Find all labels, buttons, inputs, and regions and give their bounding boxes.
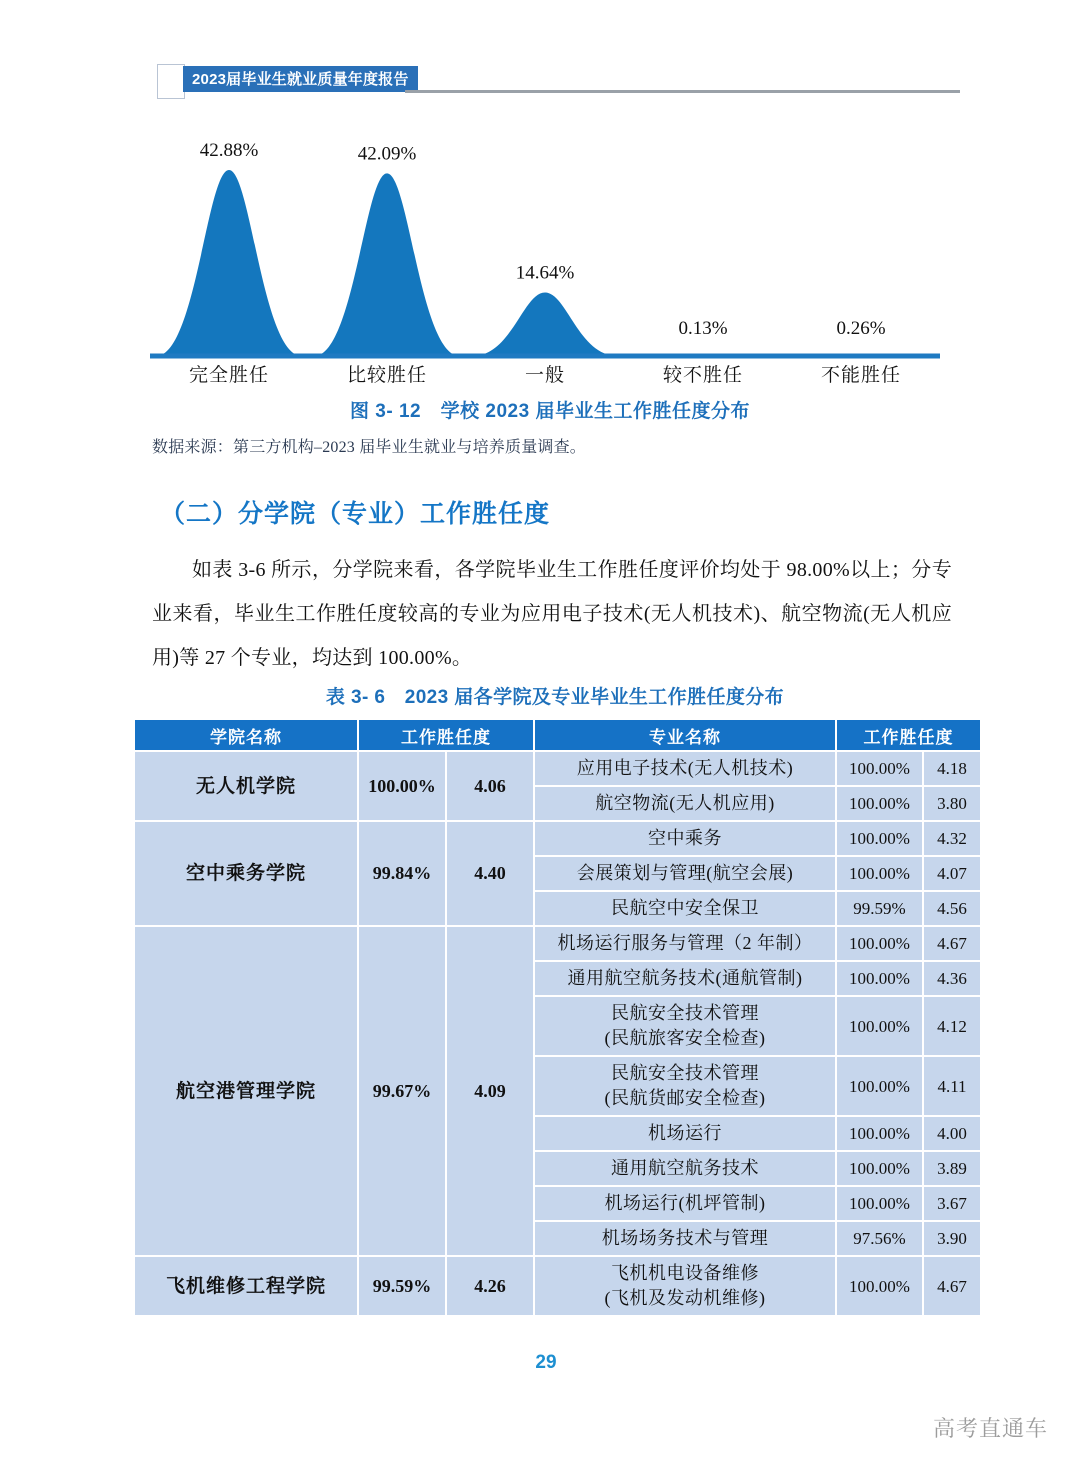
chart-peak (156, 170, 301, 356)
col-major-competency: 工作胜任度 (837, 720, 980, 750)
chart-value-label: 0.26% (836, 318, 886, 339)
competency-distribution-chart (150, 128, 940, 386)
college-competency-rate-cell: 99.84% (359, 822, 445, 925)
major-competency-rate-cell: 100.00% (837, 997, 922, 1055)
major-competency-rate-cell: 99.59% (837, 892, 922, 925)
major-name-cell: 民航空中安全保卫 (535, 892, 835, 925)
section-heading: （二）分学院（专业）工作胜任度 (160, 500, 551, 528)
major-competency-rate-cell: 100.00% (837, 1152, 922, 1185)
major-name-cell: 空中乘务 (535, 822, 835, 855)
table-header-row (135, 720, 980, 750)
table-body (135, 752, 980, 1315)
major-name-cell: 机场运行服务与管理（2 年制） (535, 927, 835, 960)
chart-peak (472, 292, 617, 356)
college-competency-rate-cell: 99.59% (359, 1257, 445, 1315)
major-competency-score-cell: 4.56 (924, 892, 980, 925)
major-competency-rate-cell: 97.56% (837, 1222, 922, 1255)
header-square-decoration (157, 64, 185, 99)
major-name-cell: 民航安全技术管理 (民航旅客安全检查) (535, 997, 835, 1055)
page-header (0, 0, 1080, 110)
major-competency-score-cell: 4.00 (924, 1117, 980, 1150)
major-competency-score-cell: 4.67 (924, 1257, 980, 1315)
college-competency-score-cell: 4.40 (447, 822, 533, 925)
college-name-cell: 空中乘务学院 (135, 822, 357, 925)
major-competency-rate-cell: 100.00% (837, 1057, 922, 1115)
chart-value-label: 0.13% (678, 318, 728, 339)
table-title: 表 3- 6 2023 届各学院及专业毕业生工作胜任度分布 (325, 687, 785, 708)
major-competency-score-cell: 3.67 (924, 1187, 980, 1220)
major-competency-rate-cell: 100.00% (837, 857, 922, 890)
chart-x-label: 比较胜任 (346, 365, 427, 386)
major-name-cell: 通用航空航务技术(通航管制) (535, 962, 835, 995)
figure-source-note: 数据来源：第三方机构–2023 届毕业生就业与培养质量调查。 (152, 439, 587, 456)
running-title: 2023届毕业生就业质量年度报告 (183, 66, 418, 92)
major-competency-rate-cell: 100.00% (837, 822, 922, 855)
watermark: 高考直通车 (933, 1416, 1049, 1441)
table-row (135, 1257, 980, 1315)
major-competency-rate-cell: 100.00% (837, 1187, 922, 1220)
major-competency-score-cell: 3.90 (924, 1222, 980, 1255)
major-name-cell: 机场场务技术与管理 (535, 1222, 835, 1255)
chart-x-label: 完全胜任 (188, 365, 269, 386)
major-competency-rate-cell: 100.00% (837, 752, 922, 785)
major-name-cell: 会展策划与管理(航空会展) (535, 857, 835, 890)
chart-x-label: 一般 (524, 365, 565, 386)
major-competency-score-cell: 4.11 (924, 1057, 980, 1115)
college-name-cell: 飞机维修工程学院 (135, 1257, 357, 1315)
major-competency-rate-cell: 100.00% (837, 1257, 922, 1315)
table-head (135, 720, 980, 750)
section-paragraph: 如表 3-6 所示，分学院来看，各学院毕业生工作胜任度评价均处于 98.00%以上；分专业来看，毕业生工作胜任度较高的专业为应用电子技术(无人机技术)、航空物流(无人机应用)等 27 个专业，均达到 100.00%。 (152, 559, 952, 669)
chart-x-label: 较不胜任 (662, 365, 743, 386)
college-name-cell: 航空港管理学院 (135, 927, 357, 1255)
major-competency-score-cell: 4.32 (924, 822, 980, 855)
competency-table (133, 718, 982, 1317)
major-name-cell: 应用电子技术(无人机技术) (535, 752, 835, 785)
col-college-name: 学院名称 (135, 720, 357, 750)
major-competency-score-cell: 3.80 (924, 787, 980, 820)
chart-value-label: 42.09% (357, 143, 417, 165)
page-number: 29 (535, 1352, 557, 1373)
col-major-name: 专业名称 (535, 720, 835, 750)
major-competency-rate-cell: 100.00% (837, 787, 922, 820)
figure-caption: 图 3- 12 学校 2023 届毕业生工作胜任度分布 (350, 401, 750, 422)
major-competency-score-cell: 4.07 (924, 857, 980, 890)
major-competency-score-cell: 4.36 (924, 962, 980, 995)
college-competency-score-cell: 4.26 (447, 1257, 533, 1315)
major-competency-score-cell: 4.12 (924, 997, 980, 1055)
table-row (135, 752, 980, 785)
table-row (135, 927, 980, 960)
chart-value-label: 42.88% (199, 140, 259, 161)
major-name-cell: 民航安全技术管理 (民航货邮安全检查) (535, 1057, 835, 1115)
header-rule (405, 90, 960, 93)
major-competency-score-cell: 4.18 (924, 752, 980, 785)
chart-x-axis (150, 360, 940, 387)
major-name-cell: 机场运行 (535, 1117, 835, 1150)
major-competency-rate-cell: 100.00% (837, 962, 922, 995)
college-competency-score-cell: 4.06 (447, 752, 533, 820)
major-name-cell: 通用航空航务技术 (535, 1152, 835, 1185)
college-competency-rate-cell: 99.67% (359, 927, 445, 1255)
major-competency-rate-cell: 100.00% (837, 927, 922, 960)
college-name-cell: 无人机学院 (135, 752, 357, 820)
chart-svg (150, 128, 940, 368)
major-name-cell: 飞机机电设备维修 (飞机及发动机维修) (535, 1257, 835, 1315)
chart-x-label: 不能胜任 (820, 365, 901, 386)
chart-peak (314, 173, 459, 356)
college-competency-score-cell: 4.09 (447, 927, 533, 1255)
major-name-cell: 航空物流(无人机应用) (535, 787, 835, 820)
college-competency-rate-cell: 100.00% (359, 752, 445, 820)
major-competency-score-cell: 4.67 (924, 927, 980, 960)
table-row (135, 822, 980, 855)
major-name-cell: 机场运行(机坪管制) (535, 1187, 835, 1220)
chart-value-label: 14.64% (515, 262, 575, 284)
major-competency-rate-cell: 100.00% (837, 1117, 922, 1150)
major-competency-score-cell: 3.89 (924, 1152, 980, 1185)
col-college-competency: 工作胜任度 (359, 720, 533, 750)
